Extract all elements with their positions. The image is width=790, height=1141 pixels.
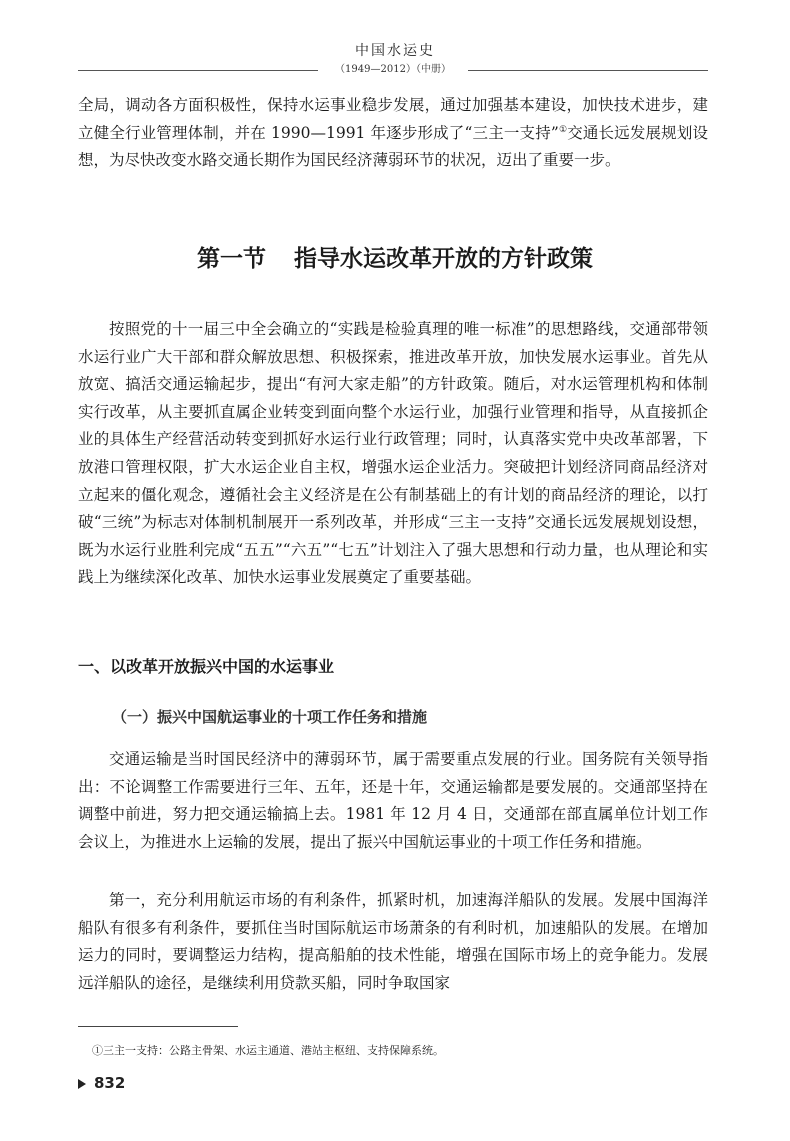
section-heading bbox=[0, 240, 790, 273]
header-rule-right bbox=[468, 70, 708, 71]
book-subtitle: （1949—2012）（中册） bbox=[335, 64, 451, 75]
intro-text-part2: 交通长远发展规划设想，为尽快改变水路交通长期作为国民经济薄弱环节的状况，迈出了重要一步。 bbox=[78, 123, 708, 170]
intro-paragraph-text bbox=[78, 92, 708, 175]
subsubsection-heading: （一）振兴中国航运事业的十项工作任务和措施 bbox=[112, 708, 428, 726]
book-title: 中国水运史 bbox=[355, 43, 435, 59]
section-paragraph-text: 按照党的十一届三中全会确立的“实践是检验真理的唯一标准”的思想路线，交通部带领水运行业广大干部和群众解放思想、积极探索，推进改革开放，加快发展水运事业。首先从放宽、搞活交通运输起步，提出“有河大家走船”的方针政策。随后，对水运管理机构和体制实行改革，从主要抓直属企业转变到面向整个水运行业，加强行业管理和指导，从直接抓企业的具体生产经营活动转变到抓好水运行业行政管理；同时，认真落实党中央改革部署，下放港口管理权限，扩大水运企业自主权，增强水运企业活力。突破把计划经济同商品经济对立起来的僵化观念，遵循社会主义经济是在公有制基础上的有计划的商品经济的理论，以打破“三统”为标志对体制机制展开一系列改革，并形成“三主一支持”交通长远发展规划设想，既为水运行业胜利完成“五五”“六五”“七五”计划注入了强大思想和行动力量，也从理论和实践上为继续深化改革、加快水运事业发展奠定了重要基础。 bbox=[78, 320, 708, 587]
paragraph-two-text: 交通运输是当时国民经济中的薄弱环节，属于需要重点发展的行业。国务院有关领导指出：不论调整工作需要进行三年、五年，还是十年，交通运输都是要发展的。交通部坚持在调整中前进，努力把交通运输搞上去。1981 年 12 月 4 日，交通部在部直属单位计划工作会议上，为推进水上运输的发展，提出了振兴中国航运事业的十项工作任务和措施。 bbox=[78, 750, 708, 851]
intro-paragraph bbox=[78, 92, 708, 175]
page-number: 832 bbox=[94, 1074, 126, 1092]
subsection-heading: 一、以改革开放振兴中国的水运事业 bbox=[78, 657, 335, 676]
page-number-block bbox=[78, 1074, 125, 1092]
footnote-rule bbox=[78, 1026, 238, 1027]
section-number: 第一节 bbox=[197, 246, 266, 272]
footnote: ①三主一支持：公路主骨架、水运主通道、港站主枢纽、支持保障系统。 bbox=[92, 1044, 444, 1057]
section-title: 指导水运改革开放的方针政策 bbox=[294, 246, 593, 272]
section-paragraph bbox=[78, 316, 708, 592]
paragraph-three-text: 第一，充分利用航运市场的有利条件，抓紧时机，加速海洋船队的发展。发展中国海洋船队有很多有利条件，要抓住当时国际航运市场萧条的有利时机，加速船队的发展。在增加运力的同时，要调整运力结构，提高船舶的技术性能，增强在国际市场上的竞争能力。发展远洋船队的途径，是继续利用贷款买船，同时争取国家 bbox=[78, 891, 708, 992]
paragraph-three bbox=[78, 887, 708, 997]
header-rule bbox=[78, 63, 708, 77]
header-rule-left bbox=[78, 70, 318, 71]
page-marker-icon bbox=[78, 1079, 86, 1089]
paragraph-two bbox=[78, 746, 708, 856]
book-title-wrap bbox=[0, 40, 790, 60]
footnote-marker[interactable]: ① bbox=[558, 124, 568, 135]
intro-text-part1: 全局，调动各方面积极性，保持水运事业稳步发展，通过加强基本建设，加快技术进步，建立健全行业管理体制，并在 1990—1991 年逐步形成了“三主一支持” bbox=[78, 96, 708, 142]
